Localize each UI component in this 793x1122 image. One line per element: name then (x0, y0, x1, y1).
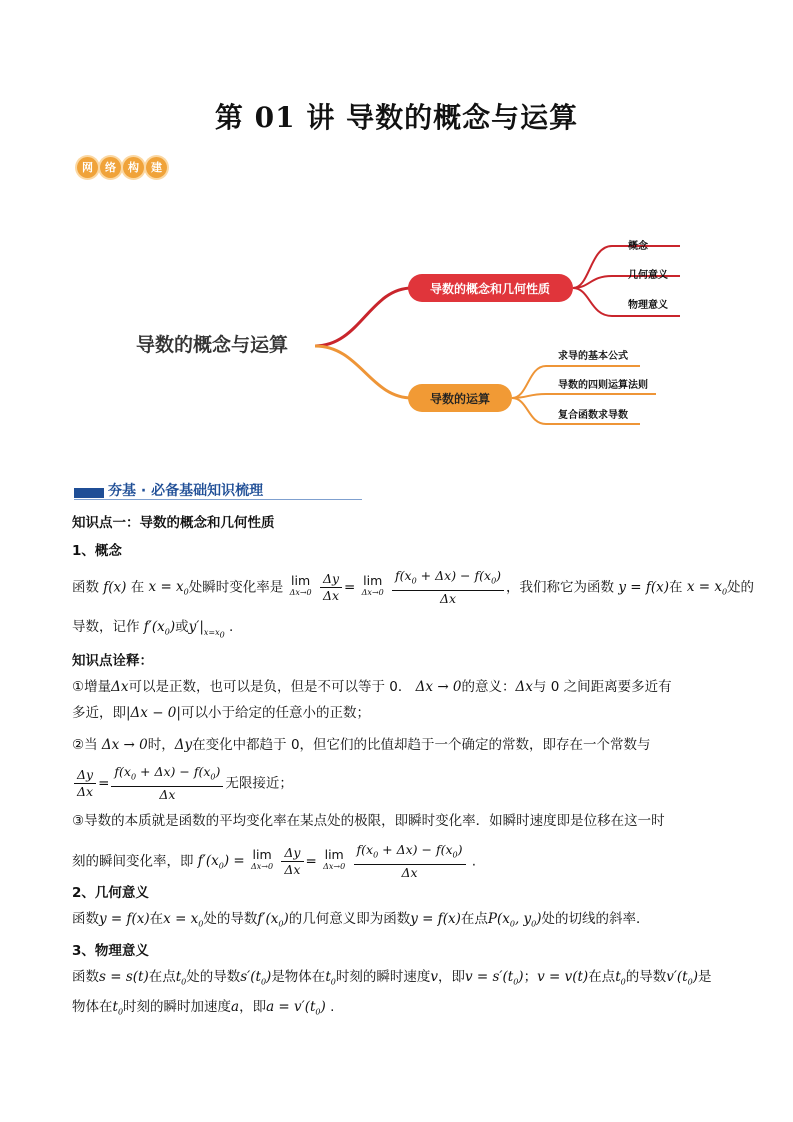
text: 在点 (148, 969, 176, 985)
formula: $a = v'(t_0)$ (266, 999, 326, 1017)
text: 处的导数 (186, 969, 241, 985)
leaf-label: 求导的基本公式 (558, 351, 628, 362)
formula: $t_0$ (615, 969, 626, 987)
connector-root-branch1 (315, 288, 412, 346)
leaf-label: 复合函数求导数 (558, 410, 628, 421)
note2-line1 (72, 734, 722, 756)
text: 导数，记作 (72, 619, 140, 635)
s3-line2 (72, 996, 722, 1024)
connector-leaf (512, 394, 656, 398)
text: 或 (175, 619, 189, 635)
text: . (229, 619, 234, 635)
formula: $t_0$ (175, 969, 187, 987)
limit: lim Δx→0 (323, 847, 346, 872)
s2-line1 (72, 908, 722, 936)
fraction: $\frac{f(x_0 + \Delta x) - f(x_0)}{\Delta x}$ (111, 764, 223, 803)
leaf-label: 几何意义 (628, 270, 668, 281)
formula: $f'(x_0)$ (257, 911, 289, 929)
text: 在变化中都趋于 0，但它们的比值却趋于一个确定的常数，即存在一个常数与 (192, 737, 651, 753)
text: 的几何意义即为函数 (288, 911, 411, 927)
s3-line1 (72, 966, 722, 994)
note3-line2: 刻的瞬间变化率，即 $f'(x_0)$ = lim Δx→0 $\frac{\Delta y}{\Delta x}$ = lim Δx→0 $\frac{f(x_0 + \Delta x) - f(x_0)}{\Delta x}$ . (72, 842, 477, 880)
text: 时刻的瞬时速度 (335, 969, 431, 985)
text: 是物体在 (271, 969, 326, 985)
text: 处的切线的斜率． (541, 911, 650, 927)
text: 的意义： (461, 679, 516, 695)
formula: $f'(x_0)$ (143, 619, 176, 637)
badge-char: 络 (100, 157, 121, 178)
text: 函数 (72, 579, 99, 596)
formula: $x = x_0$ (686, 579, 728, 597)
s1-line2 (72, 616, 722, 646)
formula: $v'(t_0)$ (666, 969, 698, 987)
text: 在 (149, 911, 164, 927)
text: 在 (669, 579, 683, 596)
text: 与 0 之间距离要多近有 (532, 679, 672, 695)
text: . (330, 999, 335, 1015)
connector-root-branch2 (315, 346, 412, 398)
formula: Δx → 0 (415, 679, 462, 695)
page-title: 第 01 讲 导数的概念与运算 (214, 101, 579, 134)
text: ②当 (72, 737, 98, 753)
formula: $s'(t_0)$ (240, 969, 272, 987)
formula: y = f(x) (618, 579, 670, 596)
text: 处的导数 (203, 911, 258, 927)
text: 刻的瞬间变化率，即 (72, 853, 194, 870)
s1-heading: 1、概念 (72, 543, 122, 559)
text: 物体在 (72, 999, 113, 1015)
note1-line2 (72, 702, 722, 724)
formula: Δx → 0 (101, 737, 148, 753)
badge-char: 网 (77, 157, 98, 178)
leaf-label: 导数的四则运算法则 (558, 380, 648, 391)
formula: $t_0$ (325, 969, 336, 987)
text: 可以是正数，也可以是负，但是不可以等于 0． (128, 679, 412, 695)
limit: lim Δx→0 (289, 573, 312, 598)
mind-map-root: 导数的概念与运算 (136, 334, 289, 356)
text: 函数 (72, 969, 99, 985)
formula: v (430, 969, 438, 985)
formula: $P(x_0$, $y_0$) (487, 911, 542, 929)
s2-heading: 2、几何意义 (72, 885, 149, 901)
text: 函数 (72, 911, 99, 927)
s1-line1: 函数 f(x) 在 $x = x_0$处瞬时变化率是 lim Δx→0 $\frac{\Delta y}{\Delta x}$ = lim Δx→0 $\frac{f(x_0 + \Delta x) - f(x_0)}{\Delta x}$ ，我们称它为函数 y = f(x)在 $x = x_0$处的 (72, 568, 755, 606)
section-bar (74, 488, 104, 498)
text: . (471, 853, 477, 870)
section-label: 夯基 · 必备基础知识梳理 (108, 483, 264, 499)
leaf-label: 物理意义 (628, 300, 668, 311)
note1-line1 (72, 676, 722, 698)
connector-leaf (573, 246, 680, 288)
notes-heading: 知识点诠释： (72, 653, 153, 669)
formula: a (231, 999, 240, 1015)
text: 处的 (727, 579, 755, 596)
badge-char: 建 (146, 157, 167, 178)
fraction: $\frac{\Delta y}{\Delta x}$ (74, 767, 96, 800)
limit: lim Δx→0 (251, 847, 274, 872)
formula: $t_0$ (112, 999, 124, 1017)
text: 在点 (588, 969, 616, 985)
note3-line1: ③导数的本质就是函数的平均变化率在某点处的极限，即瞬时变化率．如瞬时速度即是位移在这一时 (72, 813, 665, 829)
text: 时， (147, 737, 175, 753)
branch1-label: 导数的概念和几何性质 (429, 282, 551, 296)
text: 的导数 (625, 969, 667, 985)
note2-line2: $\frac{\Delta y}{\Delta x}$ = $\frac{f(x_0 + \Delta x) - f(x_0)}{\Delta x}$ 无限接近； (72, 764, 722, 803)
formula: f(x) (103, 579, 127, 596)
section-badge (74, 154, 170, 184)
formula: $x = x_0$ (163, 911, 204, 929)
fraction: $\frac{\Delta y}{\Delta x}$ (320, 571, 342, 604)
text: 处瞬时变化率是 (188, 579, 284, 596)
branch2-label: 导数的运算 (429, 392, 491, 406)
fraction: $\frac{f(x_0 + \Delta x) - f(x_0)}{\Delta x}$ (354, 842, 466, 881)
limit: lim Δx→0 (361, 573, 384, 598)
text: 在 (130, 579, 145, 596)
formula: y = f(x) (99, 911, 150, 927)
formula: Δx (515, 679, 533, 695)
text: ，即 (239, 999, 267, 1015)
formula: y = f(x) (410, 911, 461, 927)
leaf-label: 概念 (628, 241, 648, 252)
text: ①增量 (72, 679, 112, 695)
badge-char: 构 (123, 157, 144, 178)
formula: $x = x_0$ (148, 579, 189, 597)
fraction: $\frac{\Delta y}{\Delta x}$ (281, 845, 303, 878)
formula: Δx (111, 679, 129, 695)
text: ； (523, 969, 538, 985)
formula: $v = s'(t_0)$ (464, 969, 524, 987)
formula: s = s(t) (99, 969, 149, 985)
kp1-heading: 知识点一：导数的概念和几何性质 (72, 515, 275, 531)
text: 无限接近； (225, 775, 293, 792)
formula: Δy (174, 737, 193, 753)
text: ，我们称它为函数 (506, 579, 615, 596)
text: ，即 (437, 969, 465, 985)
mind-map (120, 228, 700, 438)
text: 多近，即 (72, 705, 126, 721)
formula: |Δx − 0| (126, 705, 181, 721)
text: 时刻的瞬时加速度 (123, 999, 232, 1015)
s3-heading: 3、物理意义 (72, 943, 149, 959)
formula: $y'|_{x=x_0}$ (188, 619, 225, 640)
formula: v = v(t) (537, 969, 589, 985)
section-header (74, 480, 362, 502)
fraction: $\frac{f(x_0 + \Delta x) - f(x_0)}{\Delta x}$ (392, 568, 504, 607)
text: 在点 (460, 911, 488, 927)
text: 可以小于给定的任意小的正数； (180, 705, 370, 721)
formula: $f'(x_0)$ = (197, 853, 245, 871)
text: 是 (697, 969, 712, 985)
